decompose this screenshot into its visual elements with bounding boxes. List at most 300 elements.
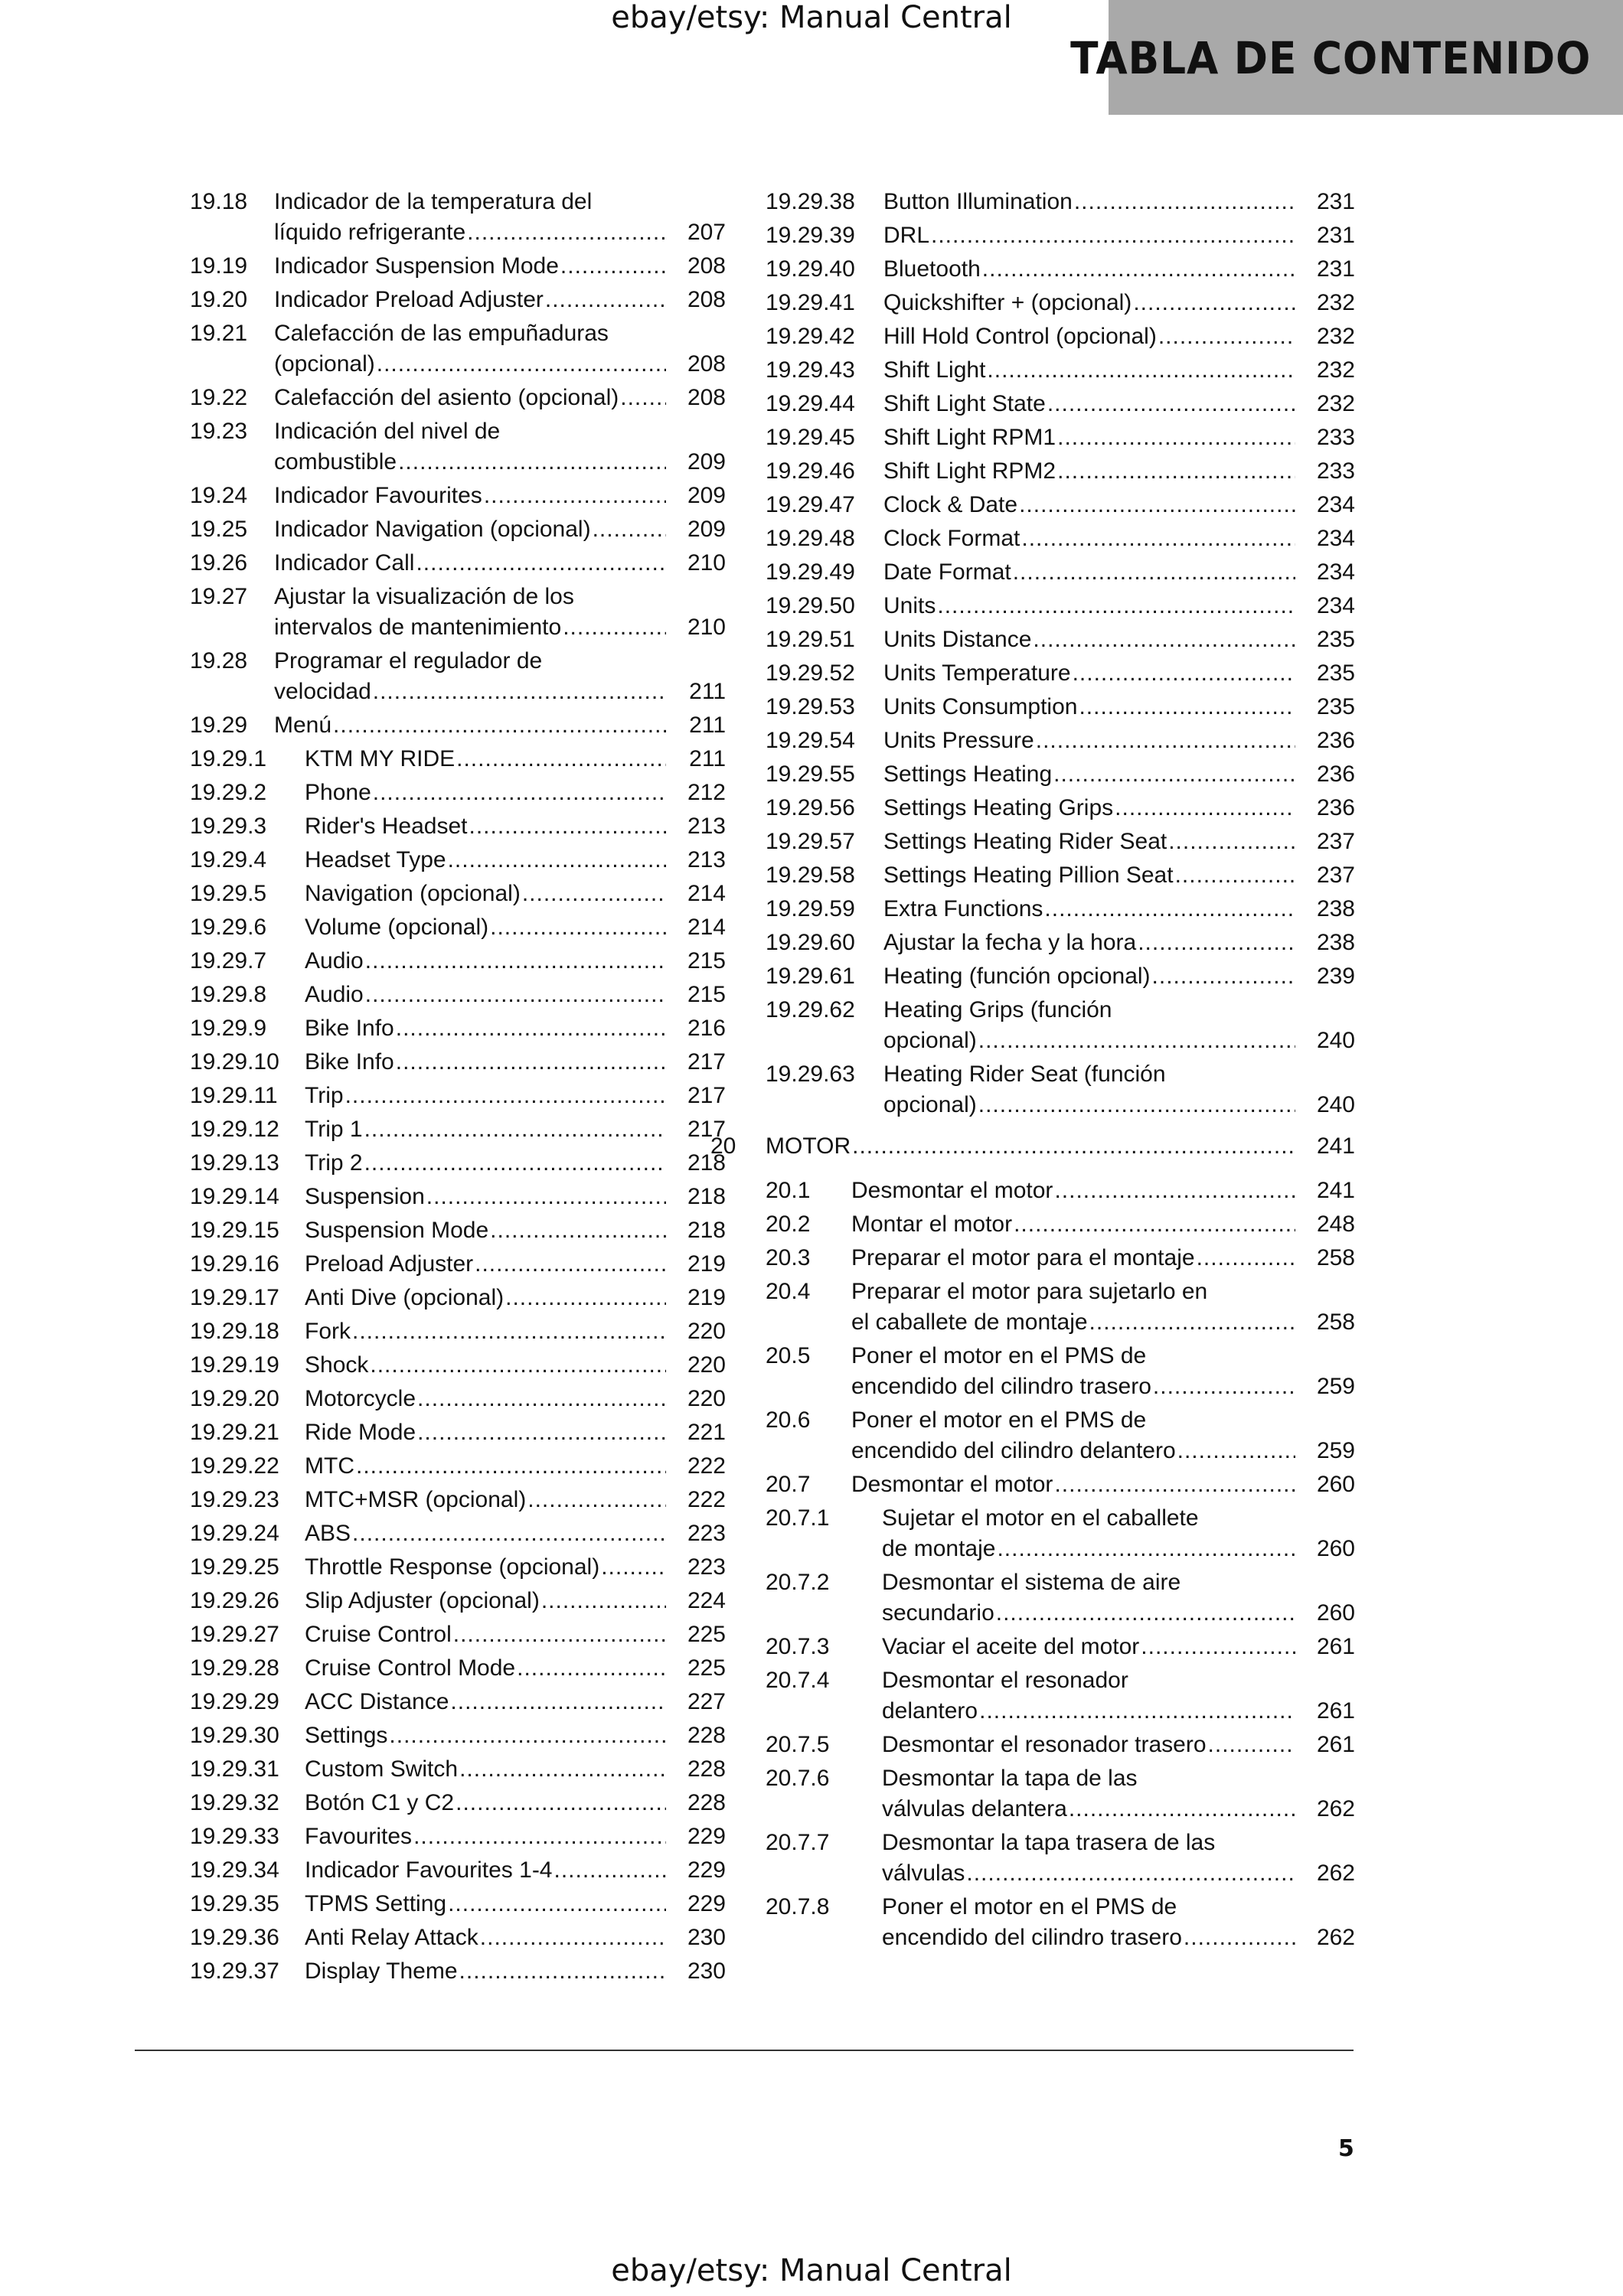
toc-entry-number: 19.29.28: [190, 1655, 279, 1681]
toc-entry[interactable]: [190, 912, 726, 943]
toc-entry-number: 19.24: [190, 483, 248, 508]
toc-entry-title: Quickshifter + (opcional): [883, 290, 1132, 315]
dot-leader: [1132, 288, 1295, 318]
toc-entry[interactable]: [766, 860, 1355, 891]
toc-entry-number: 19.29.14: [190, 1184, 279, 1209]
toc-entry[interactable]: [190, 416, 726, 478]
toc-entry[interactable]: [766, 1469, 1355, 1500]
toc-entry-page: 235: [1316, 694, 1355, 719]
toc-entry[interactable]: [766, 1892, 1355, 1953]
toc-entry-number: 20.7.6: [766, 1766, 830, 1791]
toc-entry-page: 230: [687, 1958, 726, 1984]
toc-entry[interactable]: [190, 1552, 726, 1583]
toc-entry-page: 208: [687, 287, 726, 312]
toc-entry-number: 19.29.31: [190, 1756, 279, 1782]
toc-entry[interactable]: [766, 1176, 1355, 1206]
toc-entry[interactable]: [190, 1114, 726, 1145]
toc-entry-number: 19.29.49: [766, 559, 855, 585]
toc-entry-title: Indicador Preload Adjuster: [274, 287, 544, 312]
toc-entry-title: Poner el motor en el PMS de: [882, 1894, 1177, 1919]
toc-entry-title: Ajustar la visualización de los: [274, 584, 574, 609]
toc-entry[interactable]: [766, 1763, 1355, 1825]
dot-leader: [978, 1696, 1295, 1727]
toc-entry[interactable]: [190, 1081, 726, 1111]
toc-entry-title: Settings: [305, 1723, 388, 1748]
dot-leader: [351, 1316, 666, 1347]
toc-entry-title: Indicador Favourites: [274, 483, 482, 508]
toc-entry-number: 19.29.10: [190, 1049, 279, 1075]
toc-entry-title: TPMS Setting: [305, 1891, 447, 1916]
dot-leader: [364, 980, 666, 1010]
toc-entry-page: 211: [689, 746, 726, 771]
dot-leader: [1056, 422, 1295, 453]
toc-entry-number: 19.25: [190, 517, 248, 542]
toc-entry-number: 19.23: [190, 419, 248, 444]
toc-entry-number: 19.26: [190, 550, 248, 576]
toc-entry-number: 19.29.35: [190, 1891, 279, 1916]
dot-leader: [1071, 658, 1295, 689]
dot-leader: [1113, 793, 1295, 823]
dot-leader: [1182, 1923, 1295, 1953]
toc-entry[interactable]: [190, 548, 726, 579]
toc-entry[interactable]: [766, 288, 1355, 318]
toc-entry-number: 19.29.44: [766, 391, 855, 416]
dot-leader: [1174, 860, 1295, 891]
toc-entry-page: 241: [1316, 1178, 1355, 1203]
toc-entry-page: 231: [1316, 189, 1355, 214]
toc-entry-page: 229: [687, 1891, 726, 1916]
toc-entry-number: 19.29.50: [766, 593, 855, 618]
toc-entry[interactable]: [190, 646, 726, 707]
toc-entry[interactable]: [766, 490, 1355, 520]
toc-entry[interactable]: [190, 710, 726, 741]
toc-entry[interactable]: [190, 251, 726, 282]
toc-entry[interactable]: [766, 1665, 1355, 1727]
toc-entry[interactable]: [190, 383, 726, 413]
toc-entry[interactable]: [766, 894, 1355, 925]
toc-entry-number: 20.1: [766, 1178, 811, 1203]
toc-entry-page: 222: [687, 1453, 726, 1479]
toc-entry[interactable]: [190, 285, 726, 315]
toc-entry-page: 231: [1316, 256, 1355, 282]
dot-leader: [1053, 1176, 1295, 1206]
toc-entry-title: Audio: [305, 948, 364, 974]
page-title: TABLA DE CONTENIDO: [1069, 32, 1591, 84]
dot-leader: [521, 879, 666, 909]
toc-entry[interactable]: [190, 1417, 726, 1448]
toc-entry-number: 19.22: [190, 385, 248, 410]
toc-entry[interactable]: [766, 1730, 1355, 1760]
toc-entry[interactable]: [190, 1148, 726, 1179]
toc-entry-title: Shift Light: [883, 357, 986, 383]
toc-entry-number: 19.29.25: [190, 1554, 279, 1580]
dot-leader: [458, 1956, 666, 1987]
dot-leader: [1195, 1243, 1295, 1274]
dot-leader: [1088, 1307, 1295, 1338]
toc-entry-page: 208: [687, 253, 726, 279]
toc-entry-number: 20.7.5: [766, 1732, 830, 1757]
toc-entry[interactable]: [190, 582, 726, 643]
dot-leader: [599, 1552, 666, 1583]
toc-entry-page: 234: [1316, 593, 1355, 618]
toc-entry-page: 209: [687, 449, 726, 475]
toc-entry-page: 259: [1316, 1438, 1355, 1463]
toc-entry-page: 229: [687, 1824, 726, 1849]
toc-entry[interactable]: [190, 1788, 726, 1818]
toc-entry[interactable]: [190, 1047, 726, 1078]
toc-entry[interactable]: [190, 481, 726, 511]
toc-entry[interactable]: [766, 1405, 1355, 1466]
toc-entry[interactable]: [766, 254, 1355, 285]
toc-entry-title: Calefacción de las empuñaduras: [274, 321, 609, 346]
dot-leader: [1136, 928, 1295, 958]
toc-entry-number: 19.29.29: [190, 1689, 279, 1714]
toc-entry[interactable]: [190, 1754, 726, 1785]
toc-entry-number: 19.29.26: [190, 1588, 279, 1613]
toc-entry[interactable]: [766, 523, 1355, 554]
toc-entry-page: 219: [687, 1285, 726, 1310]
toc-entry[interactable]: [766, 793, 1355, 823]
toc-entry[interactable]: [190, 1485, 726, 1515]
toc-entry[interactable]: [766, 995, 1355, 1056]
toc-entry[interactable]: [766, 625, 1355, 655]
toc-entry[interactable]: [190, 1923, 726, 1953]
toc-entry[interactable]: [766, 557, 1355, 588]
toc-entry[interactable]: [190, 1586, 726, 1616]
toc-entry[interactable]: [766, 1277, 1355, 1338]
dot-leader: [351, 1518, 666, 1549]
dot-leader: [619, 383, 666, 413]
footer-divider: [135, 2050, 1354, 2051]
toc-entry[interactable]: [190, 1350, 726, 1381]
toc-entry-page: 232: [1316, 324, 1355, 349]
toc-entry-page: 220: [687, 1386, 726, 1411]
toc-entry-page: 260: [1316, 1536, 1355, 1561]
dot-leader: [331, 710, 666, 741]
dot-leader: [454, 1788, 666, 1818]
dot-leader: [1073, 187, 1295, 217]
toc-entry-page: 225: [687, 1655, 726, 1681]
toc-entry[interactable]: [190, 778, 726, 808]
toc-entry-title: Cruise Control: [305, 1622, 452, 1647]
toc-entry[interactable]: [190, 514, 726, 545]
toc-entry-title: Suspension Mode: [305, 1218, 489, 1243]
toc-column-right: [710, 187, 1355, 1956]
toc-entry-number: 19.29.60: [766, 930, 855, 955]
toc-entry-page: 209: [687, 483, 726, 508]
toc-entry-page: 221: [687, 1420, 726, 1445]
toc-entry-title: Indicador Navigation (opcional): [274, 517, 591, 542]
toc-entry-title: intervalos de mantenimiento: [274, 615, 562, 640]
toc-entry-title: válvulas: [882, 1861, 965, 1886]
toc-entry-page: 224: [687, 1588, 726, 1613]
toc-entry[interactable]: [710, 1131, 1355, 1162]
dot-leader: [414, 548, 666, 579]
toc-entry-title: Poner el motor en el PMS de: [851, 1407, 1147, 1433]
toc-entry[interactable]: [766, 1341, 1355, 1402]
toc-entry-title: Trip: [305, 1083, 344, 1108]
toc-entry-page: 208: [687, 385, 726, 410]
toc-entry[interactable]: [766, 456, 1355, 487]
dot-leader: [368, 1350, 666, 1381]
toc-entry-page: 260: [1316, 1472, 1355, 1497]
toc-entry-title: Indicador Favourites 1-4: [305, 1857, 553, 1883]
toc-entry-title: Desmontar el sistema de aire: [882, 1570, 1181, 1595]
toc-entry-page: 258: [1316, 1309, 1355, 1335]
toc-entry-number: 19.29.48: [766, 526, 855, 551]
toc-entry-page: 217: [687, 1117, 726, 1142]
toc-entry-title: válvulas delantera: [882, 1796, 1067, 1821]
toc-entry-title: Anti Relay Attack: [305, 1925, 478, 1950]
toc-entry[interactable]: [190, 1182, 726, 1212]
dot-leader: [985, 355, 1295, 386]
page-number: 5: [1338, 2135, 1354, 2162]
toc-entry-title: secundario: [882, 1600, 994, 1626]
toc-entry-title: Navigation (opcional): [305, 881, 521, 906]
toc-entry-title: Units Pressure: [883, 728, 1034, 753]
toc-entry-number: 19.29.4: [190, 847, 267, 872]
toc-entry-title: DRL: [883, 223, 930, 248]
toc-entry-title: Preload Adjuster: [305, 1251, 474, 1277]
toc-entry-page: 212: [687, 780, 726, 805]
toc-entry-title: Display Theme: [305, 1958, 458, 1984]
dot-leader: [540, 1586, 666, 1616]
toc-entry[interactable]: [766, 321, 1355, 352]
toc-entry-number: 19.29.62: [766, 997, 855, 1022]
toc-entry[interactable]: [766, 658, 1355, 689]
toc-entry[interactable]: [766, 1503, 1355, 1564]
toc-entry-number: 19.29.27: [190, 1622, 279, 1647]
toc-entry[interactable]: [766, 827, 1355, 857]
toc-entry-page: 230: [687, 1925, 726, 1950]
toc-entry-number: 19.29.32: [190, 1790, 279, 1815]
toc-entry[interactable]: [766, 692, 1355, 722]
toc-entry[interactable]: [766, 422, 1355, 453]
toc-entry[interactable]: [766, 355, 1355, 386]
dot-leader: [1034, 726, 1295, 756]
toc-entry-number: 19.29.21: [190, 1420, 279, 1445]
toc-entry-page: 238: [1316, 930, 1355, 955]
toc-entry-title: delantero: [882, 1698, 978, 1724]
toc-entry-title: velocidad: [274, 679, 371, 704]
toc-entry-number: 19.29.7: [190, 948, 267, 974]
toc-entry-page: 241: [1316, 1133, 1355, 1159]
dot-leader: [425, 1182, 666, 1212]
dot-leader: [591, 514, 666, 545]
toc-entry-title: Bike Info: [305, 1016, 394, 1041]
toc-entry[interactable]: [766, 1059, 1355, 1120]
toc-entry-number: 20.7.1: [766, 1505, 830, 1531]
toc-entry-number: 19.29.51: [766, 627, 855, 652]
toc-entry-page: 236: [1316, 762, 1355, 787]
dot-leader: [1151, 1371, 1295, 1402]
toc-entry[interactable]: [766, 591, 1355, 621]
toc-entry-number: 20.4: [766, 1279, 811, 1304]
toc-entry-number: 19.29.54: [766, 728, 855, 753]
toc-entry[interactable]: [190, 1518, 726, 1549]
toc-entry-number: 20.7.3: [766, 1634, 830, 1659]
toc-entry[interactable]: [190, 1451, 726, 1482]
toc-entry-title: combustible: [274, 449, 397, 475]
toc-entry-number: 19.29.23: [190, 1487, 279, 1512]
toc-entry[interactable]: [190, 1889, 726, 1919]
toc-entry-page: 217: [687, 1049, 726, 1075]
toc-entry-title: Bike Info: [305, 1049, 394, 1075]
dot-leader: [1157, 321, 1295, 352]
dot-leader: [1012, 1209, 1295, 1240]
toc-entry[interactable]: [190, 1013, 726, 1044]
dot-leader: [1056, 456, 1295, 487]
toc-entry-page: 232: [1316, 391, 1355, 416]
toc-entry-title: Desmontar el resonador trasero: [882, 1732, 1207, 1757]
toc-entry[interactable]: [190, 879, 726, 909]
toc-entry[interactable]: [766, 928, 1355, 958]
toc-entry-number: 19.29.19: [190, 1352, 279, 1378]
toc-entry-page: 223: [687, 1554, 726, 1580]
toc-entry-number: 19.29.34: [190, 1857, 279, 1883]
toc-entry-page: 219: [687, 1251, 726, 1277]
toc-entry[interactable]: [190, 811, 726, 842]
dot-leader: [1031, 625, 1295, 655]
toc-entry-number: 19.20: [190, 287, 248, 312]
toc-entry-number: 19.29.9: [190, 1016, 267, 1041]
dot-leader: [981, 254, 1295, 285]
toc-entry-page: 261: [1316, 1634, 1355, 1659]
toc-entry-page: 213: [687, 847, 726, 872]
toc-entry-title: Indicador Suspension Mode: [274, 253, 559, 279]
toc-entry-number: 20.5: [766, 1343, 811, 1368]
toc-entry-page: 210: [687, 550, 726, 576]
toc-entry[interactable]: [190, 1720, 726, 1751]
toc-entry-title: Settings Heating Pillion Seat: [883, 863, 1174, 888]
toc-entry[interactable]: [766, 1243, 1355, 1274]
toc-entry[interactable]: [766, 1567, 1355, 1629]
toc-entry-page: 234: [1316, 559, 1355, 585]
toc-entry-title: Shift Light RPM1: [883, 425, 1056, 450]
toc-entry-title: Audio: [305, 982, 364, 1007]
toc-entry[interactable]: [766, 1632, 1355, 1662]
dot-leader: [1043, 894, 1295, 925]
toc-entry[interactable]: [766, 961, 1355, 992]
toc-entry-title: Phone: [305, 780, 371, 805]
toc-entry-title: Desmontar el resonador: [882, 1668, 1128, 1693]
toc-entry-page: 210: [687, 615, 726, 640]
toc-entry-number: 19.29.58: [766, 863, 855, 888]
toc-entry-page: 215: [687, 948, 726, 974]
toc-entry-title: Menú: [274, 713, 332, 738]
toc-entry-title: Motorcycle: [305, 1386, 416, 1411]
toc-entry[interactable]: [766, 187, 1355, 217]
toc-entry-page: 211: [689, 713, 726, 738]
toc-entry-title: Programar el regulador de: [274, 648, 543, 673]
toc-entry[interactable]: [190, 845, 726, 876]
dot-leader: [1017, 490, 1295, 520]
toc-entry-page: 238: [1316, 896, 1355, 921]
toc-entry-page: 235: [1316, 627, 1355, 652]
toc-entry-number: 20.7.2: [766, 1570, 830, 1595]
toc-entry[interactable]: [766, 759, 1355, 790]
toc-entry[interactable]: [190, 187, 726, 248]
dot-leader: [515, 1653, 666, 1684]
toc-entry-page: 215: [687, 982, 726, 1007]
toc-entry-number: 19.29.5: [190, 881, 267, 906]
toc-entry-title: Clock & Date: [883, 492, 1018, 517]
toc-entry[interactable]: [190, 1283, 726, 1313]
toc-entry-title: Preparar el motor para sujetarlo en: [851, 1279, 1208, 1304]
toc-entry-number: 19.29.40: [766, 256, 855, 282]
dot-leader: [394, 1047, 666, 1078]
toc-entry[interactable]: [766, 726, 1355, 756]
toc-entry[interactable]: [190, 1384, 726, 1414]
toc-entry[interactable]: [766, 1828, 1355, 1889]
dot-leader: [344, 1081, 666, 1111]
toc-entry-title: Shift Light State: [883, 391, 1046, 416]
toc-entry-title: Cruise Control Mode: [305, 1655, 516, 1681]
toc-entry[interactable]: [190, 1956, 726, 1987]
toc-entry[interactable]: [766, 220, 1355, 251]
toc-entry-page: 228: [687, 1723, 726, 1748]
toc-entry-page: 233: [1316, 425, 1355, 450]
dot-leader: [1176, 1436, 1295, 1466]
toc-entry-title: Desmontar el motor: [851, 1472, 1053, 1497]
toc-entry-title: encendido del cilindro trasero: [851, 1374, 1151, 1399]
dot-leader: [455, 744, 666, 775]
toc-entry-number: 19.29.11: [190, 1083, 278, 1108]
toc-entry[interactable]: [190, 1316, 726, 1347]
toc-entry[interactable]: [190, 1653, 726, 1684]
toc-entry-title: Anti Dive (opcional): [305, 1285, 505, 1310]
toc-entry[interactable]: [766, 1209, 1355, 1240]
toc-column-left: [190, 187, 726, 1990]
toc-entry-title: Indicador de la temperatura del: [274, 189, 593, 214]
toc-entry-number: 20.6: [766, 1407, 811, 1433]
toc-entry-number: 20.2: [766, 1212, 811, 1237]
toc-entry[interactable]: [190, 1821, 726, 1852]
toc-entry[interactable]: [190, 1687, 726, 1717]
dot-leader: [446, 1889, 666, 1919]
toc-entry[interactable]: [190, 318, 726, 380]
toc-entry-page: 261: [1316, 1732, 1355, 1757]
dot-leader: [1046, 389, 1295, 419]
toc-entry[interactable]: [766, 389, 1355, 419]
toc-entry-title: Units Temperature: [883, 660, 1071, 686]
toc-entry-page: 220: [687, 1319, 726, 1344]
toc-entry-title: Ajustar la fecha y la hora: [883, 930, 1137, 955]
toc-entry-number: 19.29.30: [190, 1723, 279, 1748]
toc-entry-title: Desmontar el motor: [851, 1178, 1053, 1203]
toc-entry-number: 19.29.38: [766, 189, 855, 214]
dot-leader: [504, 1283, 666, 1313]
dot-leader: [488, 1215, 666, 1246]
dot-leader: [929, 220, 1295, 251]
header-banner: [1069, 0, 1623, 115]
toc-entry[interactable]: [190, 1249, 726, 1280]
toc-entry[interactable]: [190, 1215, 726, 1246]
toc-entry[interactable]: [190, 946, 726, 977]
toc-entry[interactable]: [190, 1855, 726, 1886]
toc-entry[interactable]: [190, 744, 726, 775]
toc-entry-title: Heating Grips (función: [883, 997, 1112, 1022]
toc-entry-page: 228: [687, 1790, 726, 1815]
toc-entry-number: 20.7.4: [766, 1668, 830, 1693]
toc-entry-page: 228: [687, 1756, 726, 1782]
dot-leader: [416, 1384, 666, 1414]
toc-entry[interactable]: [190, 980, 726, 1010]
toc-entry[interactable]: [190, 1619, 726, 1650]
dot-leader: [965, 1858, 1295, 1889]
toc-entry-number: 19.29.1: [190, 746, 267, 771]
dot-leader: [994, 1598, 1295, 1629]
